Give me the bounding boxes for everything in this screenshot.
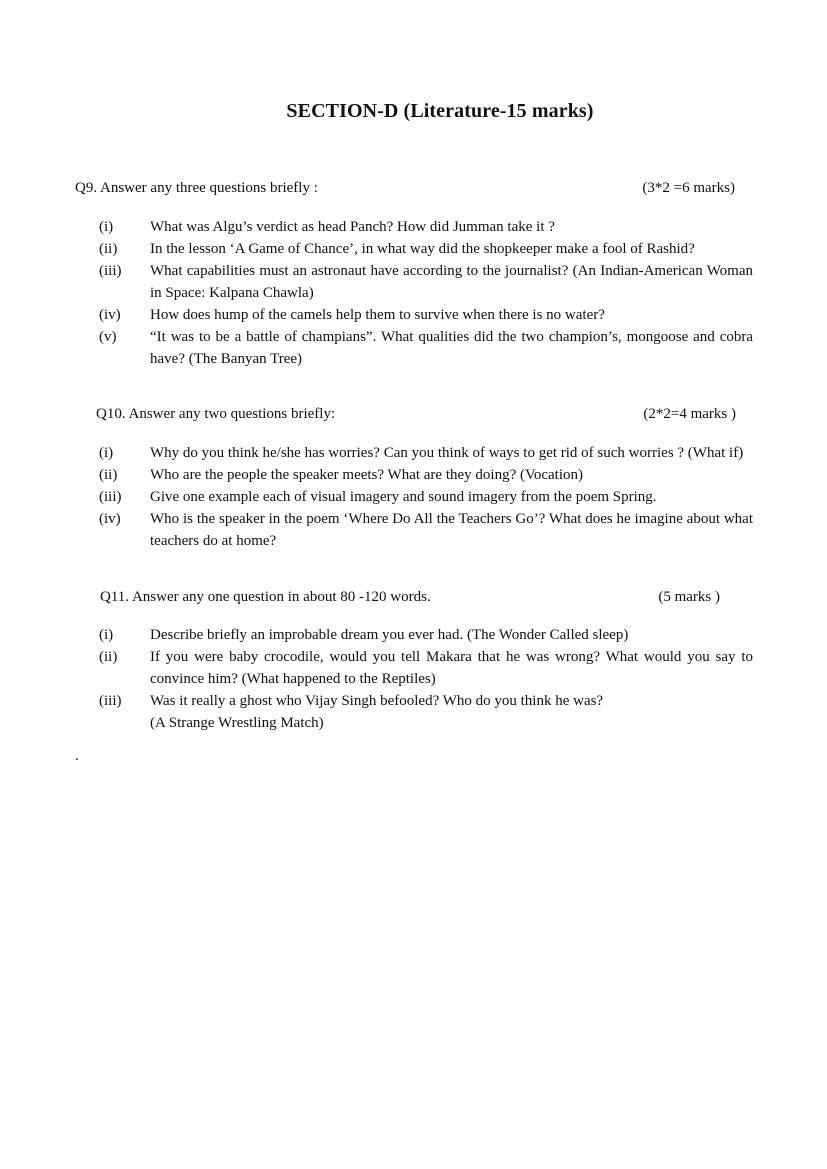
q9-item-v <box>99 326 753 370</box>
item-number: (i) <box>99 627 114 643</box>
item-text: Who is the speaker in the poem ‘Where Do All the Teachers Go’? What does he imagine about what teachers do at home? <box>150 511 753 549</box>
q10-item-i <box>99 442 753 464</box>
q10-item-iv <box>99 508 753 552</box>
q9-item-iv <box>99 304 753 326</box>
q9-label: Q9. Answer any three questions briefly : <box>75 180 318 196</box>
q11-marks: (5 marks ) <box>658 589 720 605</box>
section-title: SECTION-D (Literature-15 marks) <box>286 100 594 122</box>
item-number: (v) <box>99 329 117 345</box>
q9-item-ii <box>99 238 753 260</box>
q9-header <box>75 180 735 197</box>
item-number: (ii) <box>99 467 118 483</box>
q11-header <box>100 589 720 606</box>
item-number: (iv) <box>99 307 121 323</box>
item-number: (ii) <box>99 241 118 257</box>
item-number: (i) <box>99 219 114 235</box>
q10-question-list <box>99 442 753 552</box>
q9-item-i <box>99 216 753 238</box>
q11-question-list <box>99 624 753 734</box>
item-text: How does hump of the camels help them to survive when there is no water? <box>150 307 605 323</box>
q10-item-ii <box>99 464 753 486</box>
q11-item-iii <box>99 690 753 734</box>
q10-label: Q10. Answer any two questions briefly: <box>96 406 336 422</box>
item-text: Was it really a ghost who Vijay Singh befooled? Who do you think he was? <box>150 693 604 709</box>
q11-item-i <box>99 624 753 646</box>
item-number: (iii) <box>99 489 122 505</box>
item-text: Who are the people the speaker meets? What are they doing? (Vocation) <box>150 467 584 483</box>
item-text: “It was to be a battle of champians”. What qualities did the two champion’s, mongoose and cobra have? (The Banyan Tree) <box>150 329 753 367</box>
item-text: In the lesson ‘A Game of Chance’, in what way did the shopkeeper make a fool of Rashid? <box>150 241 695 257</box>
item-number: (ii) <box>99 649 118 665</box>
q9-item-iii <box>99 260 753 304</box>
item-text: Describe briefly an improbable dream you ever had. (The Wonder Called sleep) <box>150 627 629 643</box>
item-number: (iii) <box>99 263 122 279</box>
trailing-period: . <box>75 748 79 764</box>
item-text: If you were baby crocodile, would you tell Makara that he was wrong? What would you say to convince him? (What happened to the Reptiles) <box>150 649 753 687</box>
item-text: Give one example each of visual imagery and sound imagery from the poem Spring. <box>150 489 657 505</box>
q9-question-list <box>99 216 753 370</box>
q11-label: Q11. Answer any one question in about 80 -120 words. <box>100 589 431 605</box>
item-number: (iv) <box>99 511 121 527</box>
q9-marks: (3*2 =6 marks) <box>642 180 735 196</box>
item-source-note: (A Strange Wrestling Match) <box>150 715 324 731</box>
item-text: What capabilities must an astronaut have according to the journalist? (An Indian-American Woman in Space: Kalpana Chawla) <box>150 263 753 301</box>
q11-item-ii <box>99 646 753 690</box>
item-text-block <box>150 690 753 734</box>
item-number: (iii) <box>99 693 122 709</box>
q10-header <box>96 406 736 423</box>
item-text: What was Algu’s verdict as head Panch? How did Jumman take it ? <box>150 219 555 235</box>
q10-item-iii <box>99 486 753 508</box>
q10-marks: (2*2=4 marks ) <box>643 406 736 422</box>
item-number: (i) <box>99 445 114 461</box>
item-text: Why do you think he/she has worries? Can you think of ways to get rid of such worries ? (What if) <box>150 445 744 461</box>
